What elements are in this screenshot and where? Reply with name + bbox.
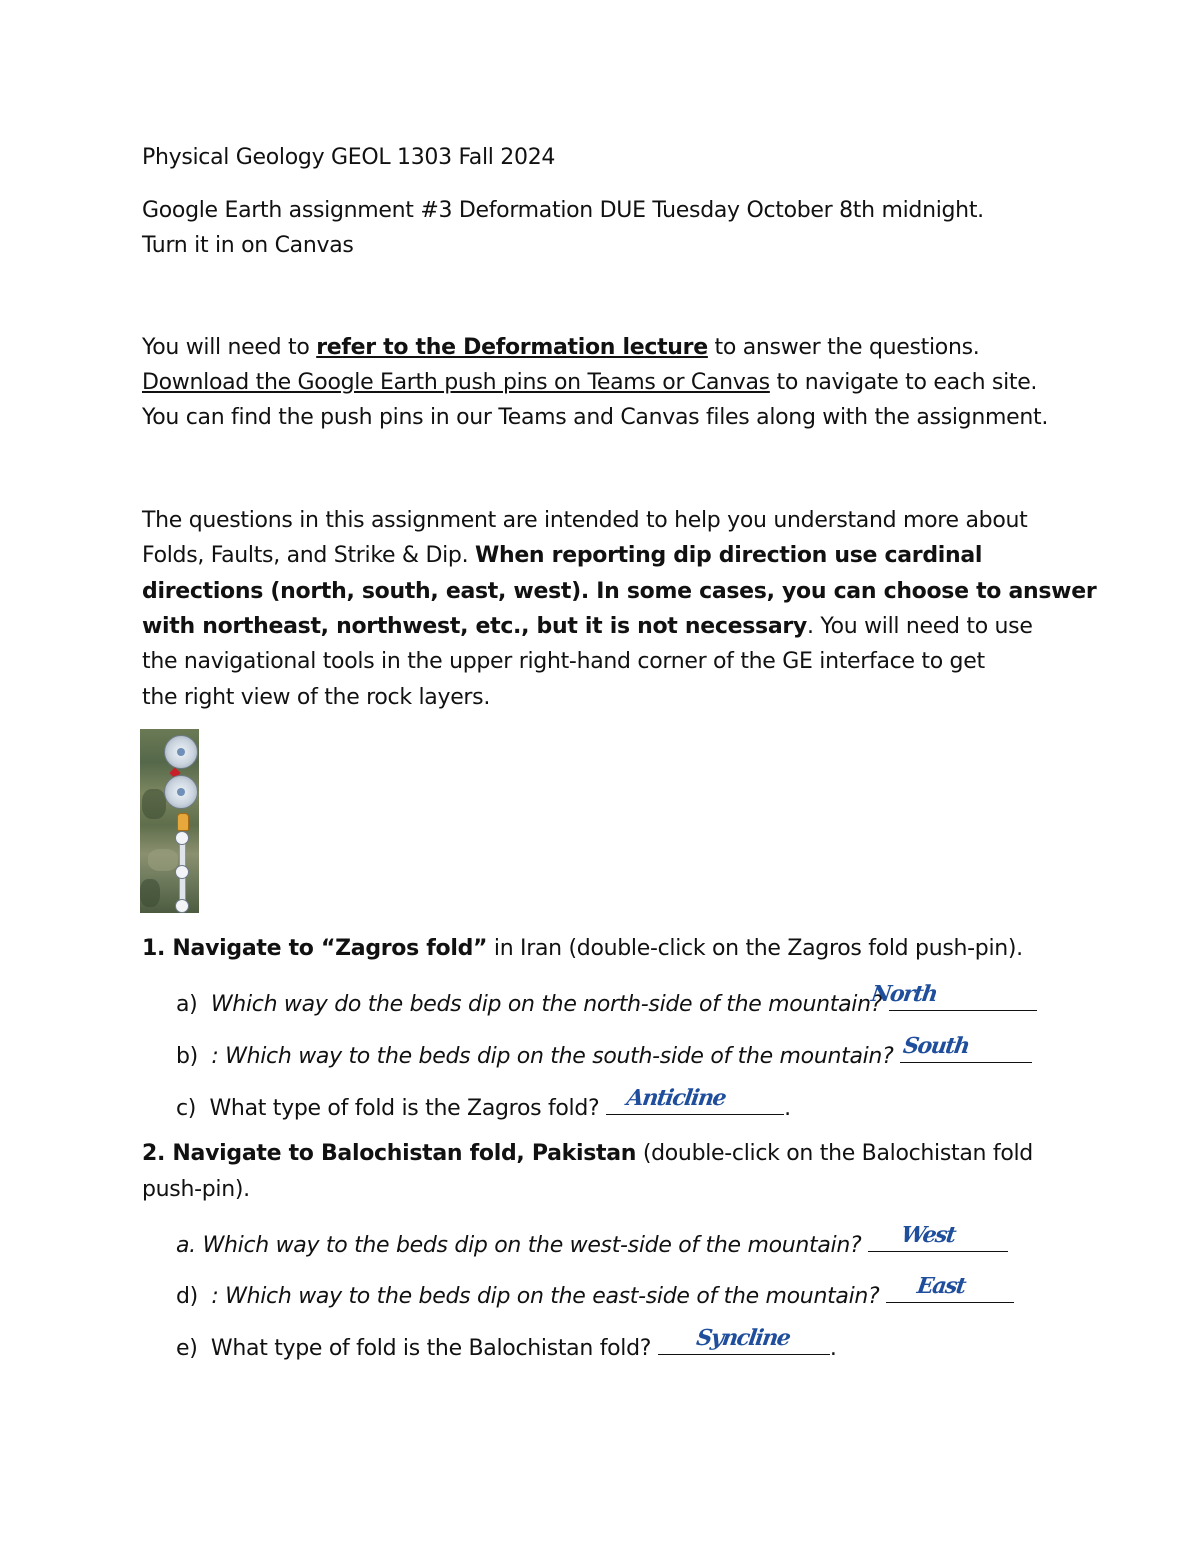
instructions-line-4 <box>142 613 1033 641</box>
question-2a <box>176 1222 1008 1260</box>
item-text: : Which way to the beds dip on the east-side of the mountain? <box>211 1284 880 1309</box>
answer-field <box>868 1222 1008 1252</box>
handwritten-answer: Syncline <box>694 1325 792 1351</box>
answer-field <box>900 1033 1032 1063</box>
instructions-line-3: directions (north, south, east, west). In some cases, you can choose to answer <box>142 579 1097 604</box>
intro-line-2 <box>142 369 1037 397</box>
answer-field <box>869 981 1037 1011</box>
assignment-title: Google Earth assignment #3 Deformation DUE Tuesday October 8th midnight. <box>142 198 984 223</box>
instructions-bold: with northeast, northwest, etc., but it is not necessary <box>142 614 807 639</box>
handwritten-answer: Anticline <box>625 1085 728 1111</box>
instructions-line-1: The questions in this assignment are intended to help you understand more about <box>142 508 1028 533</box>
handwritten-answer: North <box>869 981 939 1007</box>
item-end: . <box>829 1336 837 1361</box>
zoom-slider-knob <box>175 865 189 879</box>
item-text: : Which way to the beds dip on the south-side of the mountain? <box>211 1044 894 1069</box>
intro-line-3: You can find the push pins in our Teams and Canvas files along with the assignment. <box>142 405 1049 430</box>
handwritten-answer: East <box>915 1273 967 1299</box>
question-2e <box>176 1325 837 1363</box>
item-label: c) <box>176 1096 197 1121</box>
instructions-bold: When reporting dip direction use cardinal <box>474 543 983 568</box>
handwritten-answer: South <box>901 1033 971 1059</box>
question-2-heading-cont: push-pin). <box>142 1177 250 1202</box>
instructions-line-5: the navigational tools in the upper right-hand corner of the GE interface to get <box>142 649 985 674</box>
answer-field <box>886 1273 1014 1303</box>
item-text: Which way to the beds dip on the west-side of the mountain? <box>202 1233 862 1258</box>
question-text: in Iran (double-click on the Zagros fold push-pin). <box>487 936 1023 961</box>
question-text: (double-click on the Balochistan fold <box>636 1141 1033 1166</box>
item-text: Which way do the beds dip on the north-side of the mountain? <box>210 992 883 1017</box>
question-1b <box>176 1033 1032 1071</box>
lecture-reference: refer to the Deformation lecture <box>316 335 708 360</box>
instructions-line-2 <box>142 542 982 570</box>
intro-text: to answer the questions. <box>707 335 980 360</box>
instructions-text: Folds, Faults, and Strike & Dip. <box>142 543 475 568</box>
intro-line-1 <box>142 334 979 362</box>
instructions-text: . You will need to use <box>806 614 1033 639</box>
google-earth-navigation-controls-image <box>140 729 199 913</box>
handwritten-answer: West <box>899 1222 957 1248</box>
course-title: Physical Geology GEOL 1303 Fall 2024 <box>142 145 556 170</box>
answer-field <box>658 1325 830 1355</box>
question-2-heading <box>142 1140 1033 1168</box>
intro-text: to navigate to each site. <box>769 370 1038 395</box>
question-2d <box>176 1273 1014 1311</box>
download-instruction: Download the Google Earth push pins on Teams or Canvas <box>142 370 770 395</box>
look-joystick-icon <box>164 735 198 769</box>
question-1c <box>176 1085 791 1123</box>
zoom-out-icon <box>175 899 189 913</box>
item-label: e) <box>176 1336 198 1361</box>
item-label: a. <box>176 1233 196 1258</box>
item-text: What type of fold is the Balochistan fold? <box>210 1336 652 1361</box>
move-joystick-icon <box>164 775 198 809</box>
pegman-icon <box>177 813 189 831</box>
intro-text: You will need to <box>142 335 317 360</box>
question-title: Navigate to Balochistan fold, Pakistan <box>165 1141 637 1166</box>
instructions-line-6: the right view of the rock layers. <box>142 685 491 710</box>
zoom-in-icon <box>175 831 189 845</box>
question-number: 1. <box>142 936 166 961</box>
item-end: . <box>784 1096 791 1121</box>
turn-in-note: Turn it in on Canvas <box>142 233 354 258</box>
answer-field <box>606 1085 784 1115</box>
item-text: What type of fold is the Zagros fold? <box>209 1096 600 1121</box>
item-label: b) <box>176 1044 198 1069</box>
item-label: a) <box>176 992 198 1017</box>
question-1a <box>176 981 1037 1019</box>
item-label: d) <box>176 1284 198 1309</box>
question-number: 2. <box>142 1141 166 1166</box>
question-1-heading <box>142 935 1023 963</box>
question-title: Navigate to “Zagros fold” <box>165 936 488 961</box>
